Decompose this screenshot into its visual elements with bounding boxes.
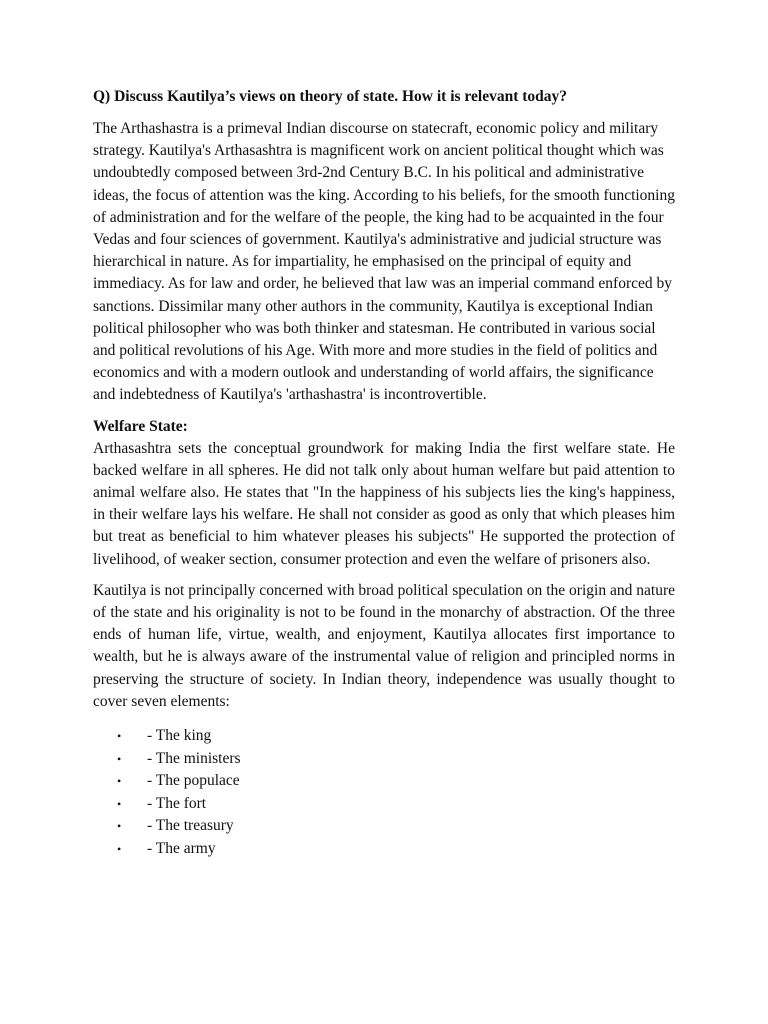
bullet-icon: •	[117, 819, 122, 834]
bullet-icon: •	[117, 842, 122, 857]
welfare-state-heading: Welfare State:	[93, 417, 188, 435]
bullet-icon: •	[117, 796, 122, 811]
theory-paragraph: Kautilya is not principally concerned with broad political speculation on the origin and nature of the state and his originality is not to be found in the monarchy of abstraction. Of the three ends of human life, virtue, wealth, and enjoyment, Kautilya allocates first importance to wealth, but he is always aware of the instrumental value of religion and principled norms in preserving the structure of society. In Indian theory, independence was usually thought to cover seven elements:	[93, 581, 675, 710]
list-item	[93, 725, 675, 748]
list-item-label: - The ministers	[147, 749, 241, 767]
bullet-icon: •	[117, 729, 122, 744]
document-page	[93, 86, 675, 861]
list-item-label: - The fort	[147, 794, 207, 812]
list-item-label: - The king	[147, 727, 212, 745]
list-item	[93, 793, 675, 816]
welfare-state-paragraph: Arthasashtra sets the conceptual groundwork for making India the first welfare state. He backed welfare in all spheres. He did not talk only about human welfare but paid attention to animal welfare also. He states that "In the happiness of his subjects lies the king's happiness, in their welfare lays his welfare. He shall not consider as good as only that which pleases him but treat as beneficial to him whatever pleases his subjects" He supported the protection of livelihood, of weaker section, consumer protection and even the welfare of prisoners also.	[93, 439, 675, 568]
list-item	[93, 748, 675, 771]
list-item-label: - The treasury	[147, 817, 234, 835]
list-item	[93, 770, 675, 793]
question-heading: Q) Discuss Kautilya’s views on theory of state. How it is relevant today?	[93, 88, 568, 105]
bullet-icon: •	[117, 774, 122, 789]
list-item	[93, 815, 675, 838]
list-item	[93, 838, 675, 861]
list-item-label: - The populace	[147, 772, 240, 790]
intro-paragraph: The Arthashastra is a primeval Indian discourse on statecraft, economic policy and military strategy. Kautilya's Arthasashtra is magnificent work on ancient political thought which was undoubtedly composed between 3rd-2nd Century B.C. In his political and administrative ideas, the focus of attention was the king. According to his beliefs, for the smooth functioning of administration and for the welfare of the people, the king had to be acquainted in the four Vedas and four sciences of government. Kautilya's administrative and judicial structure was hierarchical in nature. As for impartiality, he emphasised on the principal of equity and immediacy. As for law and order, he believed that law was an imperial command enforced by sanctions. Dissimilar many other authors in the community, Kautilya is exceptional Indian political philosopher who was both thinker and statesman. He contributed in various social and political revolutions of his Age. With more and more studies in the field of politics and economics and with a modern outlook and understanding of world affairs, the significance and indebtedness of Kautilya's 'arthashastra' is incontrovertible.	[93, 120, 675, 404]
seven-elements-list	[93, 725, 675, 861]
list-item-label: - The army	[147, 840, 216, 858]
bullet-icon: •	[117, 751, 122, 766]
